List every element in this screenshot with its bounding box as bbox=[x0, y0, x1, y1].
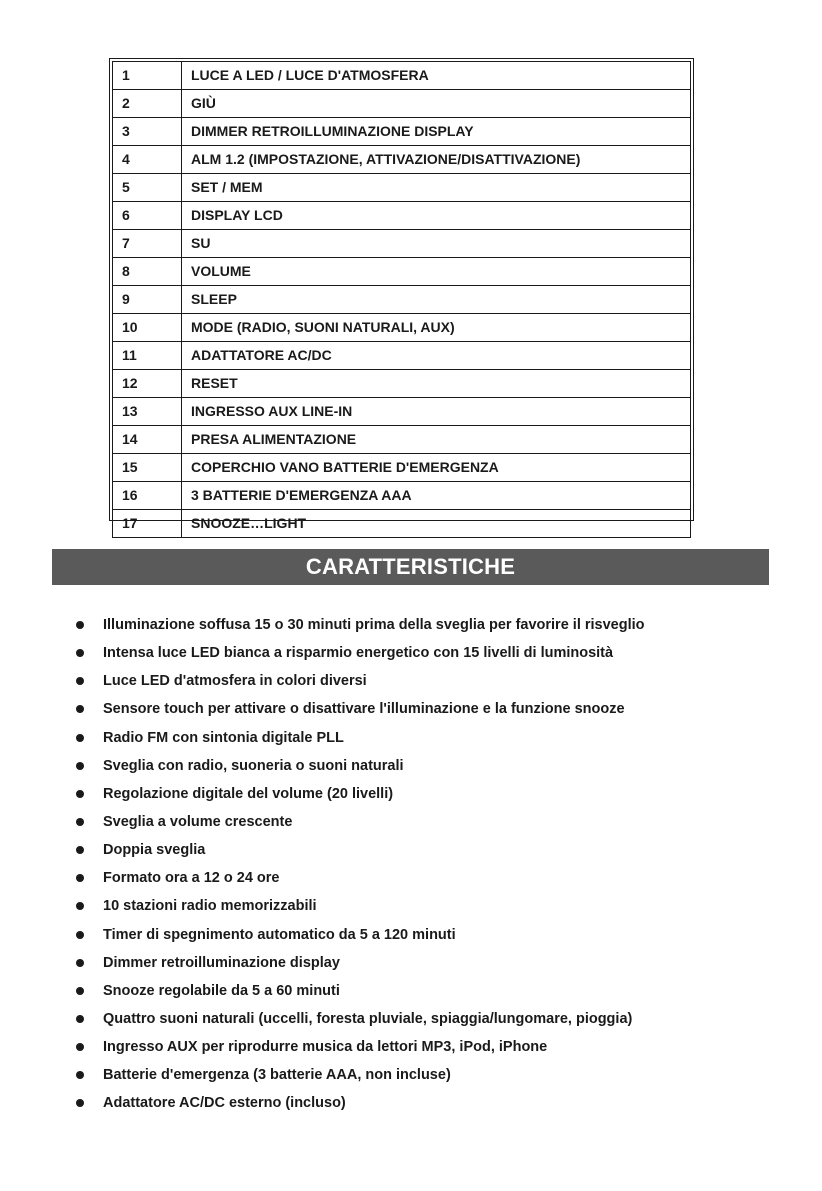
table-row bbox=[113, 510, 691, 538]
list-item bbox=[75, 639, 775, 667]
part-label: SNOOZE…LIGHT bbox=[182, 510, 691, 538]
part-number: 13 bbox=[113, 398, 182, 426]
table-row bbox=[113, 202, 691, 230]
table-row bbox=[113, 482, 691, 510]
part-label: DIMMER RETROILLUMINAZIONE DISPLAY bbox=[182, 118, 691, 146]
part-label: DISPLAY LCD bbox=[182, 202, 691, 230]
part-number: 15 bbox=[113, 454, 182, 482]
bullet-icon bbox=[76, 762, 84, 770]
part-number: 12 bbox=[113, 370, 182, 398]
part-label: GIÙ bbox=[182, 90, 691, 118]
part-label: 3 BATTERIE D'EMERGENZA AAA bbox=[182, 482, 691, 510]
table-row bbox=[113, 90, 691, 118]
features-section-header bbox=[52, 549, 769, 585]
table-row bbox=[113, 370, 691, 398]
bullet-icon bbox=[76, 1015, 84, 1023]
bullet-icon bbox=[76, 931, 84, 939]
feature-text: Regolazione digitale del volume (20 livelli) bbox=[103, 785, 394, 802]
part-label: ADATTATORE AC/DC bbox=[182, 342, 691, 370]
list-item bbox=[75, 611, 775, 639]
table-row bbox=[113, 118, 691, 146]
part-number: 5 bbox=[113, 174, 182, 202]
part-number: 6 bbox=[113, 202, 182, 230]
feature-text: Illuminazione soffusa 15 o 30 minuti prima della sveglia per favorire il risveglio bbox=[103, 617, 645, 633]
part-number: 2 bbox=[113, 90, 182, 118]
bullet-icon bbox=[76, 818, 84, 826]
bullet-icon bbox=[76, 846, 84, 854]
part-label: SU bbox=[182, 230, 691, 258]
feature-text: Sensore touch per attivare o disattivare l'illuminazione e la funzione snooze bbox=[103, 701, 625, 718]
bullet-icon bbox=[76, 1043, 84, 1051]
list-item bbox=[75, 836, 775, 864]
part-label: COPERCHIO VANO BATTERIE D'EMERGENZA bbox=[182, 454, 691, 482]
parts-table-frame bbox=[109, 58, 694, 531]
feature-text: Timer di spegnimento automatico da 5 a 120 minuti bbox=[103, 926, 456, 943]
bullet-icon bbox=[76, 1099, 84, 1107]
part-label: SET / MEM bbox=[182, 174, 691, 202]
table-row bbox=[113, 398, 691, 426]
part-number: 9 bbox=[113, 286, 182, 314]
list-item bbox=[75, 1089, 775, 1117]
part-number: 11 bbox=[113, 342, 182, 370]
feature-text: Doppia sveglia bbox=[103, 842, 206, 859]
feature-text: Sveglia con radio, suoneria o suoni naturali bbox=[103, 757, 404, 774]
part-label: PRESA ALIMENTAZIONE bbox=[182, 426, 691, 454]
part-number: 14 bbox=[113, 426, 182, 454]
parts-table bbox=[112, 61, 691, 538]
part-number: 3 bbox=[113, 118, 182, 146]
list-item bbox=[75, 780, 775, 808]
features-list bbox=[75, 611, 775, 1118]
table-row bbox=[113, 230, 691, 258]
bullet-icon bbox=[76, 649, 84, 657]
bullet-icon bbox=[76, 705, 84, 713]
bullet-icon bbox=[76, 621, 84, 629]
list-item bbox=[75, 724, 775, 752]
feature-text: Ingresso AUX per riprodurre musica da lettori MP3, iPod, iPhone bbox=[103, 1039, 548, 1056]
part-number: 8 bbox=[113, 258, 182, 286]
bullet-icon bbox=[76, 790, 84, 798]
table-row bbox=[113, 174, 691, 202]
part-label: RESET bbox=[182, 370, 691, 398]
part-number: 7 bbox=[113, 230, 182, 258]
feature-text: Snooze regolabile da 5 a 60 minuti bbox=[103, 982, 340, 999]
bullet-icon bbox=[76, 734, 84, 742]
list-item bbox=[75, 667, 775, 695]
feature-text: Sveglia a volume crescente bbox=[103, 813, 293, 830]
table-row bbox=[113, 146, 691, 174]
table-row bbox=[113, 62, 691, 90]
table-row bbox=[113, 426, 691, 454]
table-row bbox=[113, 342, 691, 370]
list-item bbox=[75, 921, 775, 949]
table-row bbox=[113, 454, 691, 482]
feature-text: Radio FM con sintonia digitale PLL bbox=[103, 729, 344, 746]
feature-text: Luce LED d'atmosfera in colori diversi bbox=[103, 673, 367, 690]
feature-text: 10 stazioni radio memorizzabili bbox=[103, 898, 317, 915]
list-item bbox=[75, 1005, 775, 1033]
part-number: 17 bbox=[113, 510, 182, 538]
bullet-icon bbox=[76, 677, 84, 685]
list-item bbox=[75, 695, 775, 723]
part-number: 16 bbox=[113, 482, 182, 510]
table-row bbox=[113, 258, 691, 286]
feature-text: Formato ora a 12 o 24 ore bbox=[103, 870, 280, 887]
feature-text: Quattro suoni naturali (uccelli, foresta pluviale, spiaggia/lungomare, pioggia) bbox=[103, 1010, 633, 1027]
list-item bbox=[75, 752, 775, 780]
part-label: SLEEP bbox=[182, 286, 691, 314]
feature-text: Adattatore AC/DC esterno (incluso) bbox=[103, 1095, 346, 1112]
list-item bbox=[75, 808, 775, 836]
part-label: ALM 1.2 (IMPOSTAZIONE, ATTIVAZIONE/DISATTIVAZIONE) bbox=[182, 146, 691, 174]
list-item bbox=[75, 892, 775, 920]
table-row bbox=[113, 286, 691, 314]
part-label: MODE (RADIO, SUONI NATURALI, AUX) bbox=[182, 314, 691, 342]
list-item bbox=[75, 1033, 775, 1061]
feature-text: Batterie d'emergenza (3 batterie AAA, non incluse) bbox=[103, 1067, 451, 1084]
part-label: VOLUME bbox=[182, 258, 691, 286]
part-label: INGRESSO AUX LINE-IN bbox=[182, 398, 691, 426]
list-item bbox=[75, 949, 775, 977]
part-number: 1 bbox=[113, 62, 182, 90]
table-row bbox=[113, 314, 691, 342]
bullet-icon bbox=[76, 902, 84, 910]
feature-text: Dimmer retroilluminazione display bbox=[103, 954, 340, 971]
parts-table-body bbox=[113, 62, 691, 538]
feature-text: Intensa luce LED bianca a risparmio energetico con 15 livelli di luminosità bbox=[103, 645, 614, 662]
list-item bbox=[75, 1061, 775, 1089]
bullet-icon bbox=[76, 987, 84, 995]
part-number: 4 bbox=[113, 146, 182, 174]
features-title: CARATTERISTICHE bbox=[305, 554, 516, 579]
bullet-icon bbox=[76, 1071, 84, 1079]
part-label: LUCE A LED / LUCE D'ATMOSFERA bbox=[182, 62, 691, 90]
bullet-icon bbox=[76, 874, 84, 882]
list-item bbox=[75, 977, 775, 1005]
part-number: 10 bbox=[113, 314, 182, 342]
list-item bbox=[75, 864, 775, 892]
bullet-icon bbox=[76, 959, 84, 967]
